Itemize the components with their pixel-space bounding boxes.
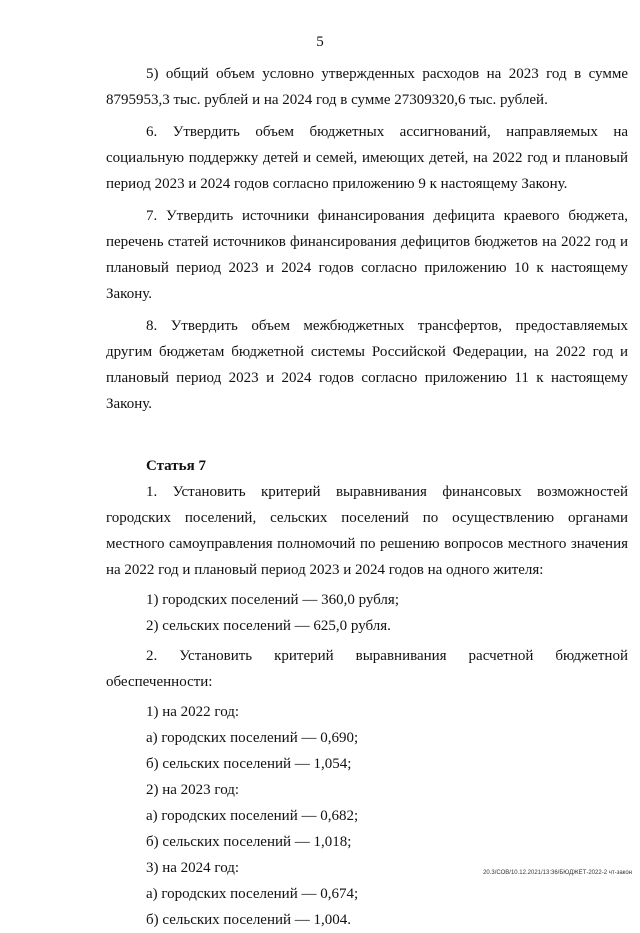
article-7-paragraph-1: 1. Установить критерий выравнивания финансовых возможностей городских поселений, сельских поселений по осуществлению органами местного самоуправления полномочий по решению вопросов местного значения на 2022 год и плановый период 2023 и 2024 годов на одного жителя:: [106, 484, 628, 578]
paragraph-8: 8. Утвердить объем межбюджетных трансфертов, предоставляемых другим бюджетам бюджетной системы Российской Федерации, на 2022 год и плановый период 2023 и 2024 годов согласно приложению 11 к настоящему Закону.: [106, 318, 628, 412]
footer-code: 20.3/СОВ/10.12.2021/13:36/БЮДЖЕТ-2022-2 чт-закон: [483, 870, 632, 876]
document-body: [106, 61, 628, 933]
page-number: 5: [316, 34, 324, 50]
list-item: 2) на 2023 год:: [146, 782, 240, 798]
list-item: 1) на 2022 год:: [146, 704, 240, 720]
list-item: б) сельских поселений — 1,054;: [146, 756, 352, 772]
list-item: а) городских поселений — 0,682;: [146, 808, 359, 824]
paragraph-6: 6. Утвердить объем бюджетных ассигнований, направляемых на социальную поддержку детей и семей, имеющих детей, на 2022 год и плановый период 2023 и 2024 годов согласно приложению 9 к настоящему Закону.: [106, 124, 628, 192]
list-item: 1) городских поселений — 360,0 рубля;: [146, 592, 399, 608]
list-item: 2) сельских поселений — 625,0 рубля.: [146, 618, 391, 634]
list-item: б) сельских поселений — 1,004.: [146, 912, 352, 928]
paragraph-7: 7. Утвердить источники финансирования дефицита краевого бюджета, перечень статей источников финансирования дефицитов бюджетов на 2022 год и плановый период 2023 и 2024 годов согласно приложению 10 к настоящему Закону.: [106, 208, 628, 302]
article-heading: Статья 7: [146, 458, 206, 474]
list-item: а) городских поселений — 0,690;: [146, 730, 359, 746]
article-7-paragraph-2: 2. Установить критерий выравнивания расчетной бюджетной обеспеченности:: [106, 648, 628, 690]
list-item: а) городских поселений — 0,674;: [146, 886, 359, 902]
paragraph-item-5: 5) общий объем условно утвержденных расходов на 2023 год в сумме 8795953,3 тыс. рублей и на 2024 год в сумме 27309320,6 тыс. рублей.: [106, 66, 628, 108]
list-item: 3) на 2024 год:: [146, 860, 240, 876]
list-item: б) сельских поселений — 1,018;: [146, 834, 352, 850]
